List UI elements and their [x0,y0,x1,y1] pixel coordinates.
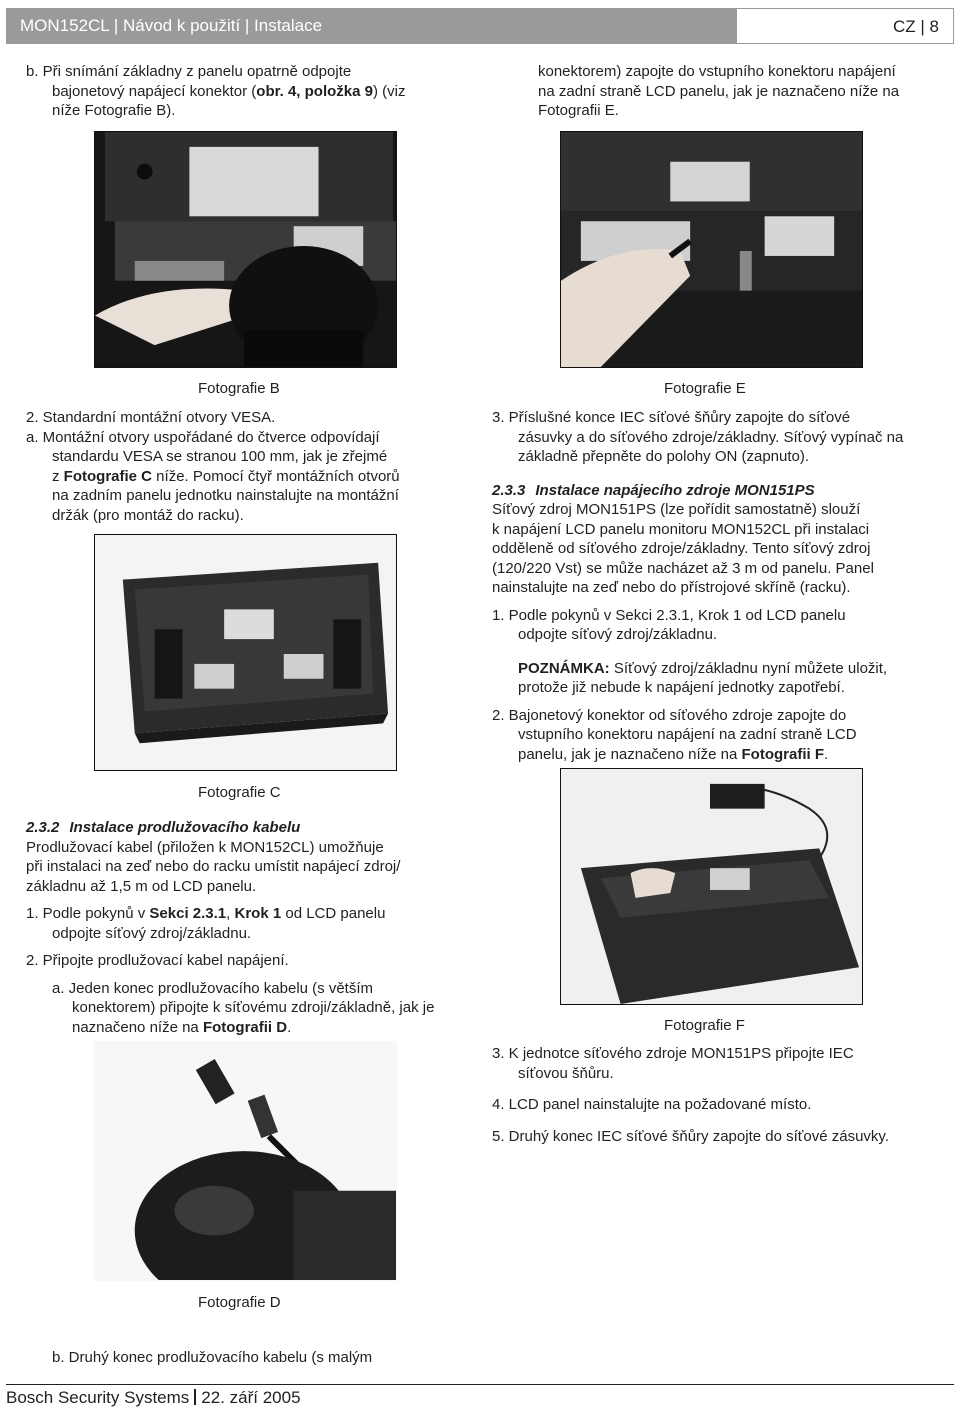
right-middle-block [492,408,952,764]
text-line: 1. Podle pokynů v Sekci 2.3.1, Krok 1 od LCD panelu [492,606,846,624]
text-line: při instalaci na zeď nebo do racku umístit napájecí zdroj/ [26,858,401,875]
text-line: k napájení LCD panelu monitoru MON152CL při instalaci [492,520,870,538]
text-span: 1. Podle pokynů v [26,905,150,922]
section-heading [26,818,471,838]
text-line: zásuvky a do síťového zdroje/základny. Síťový vypínač na [518,428,904,446]
text-line [492,745,952,765]
text-bold: obr. 4, položka 9 [256,82,373,100]
text-line: a. Montážní otvory uspořádané do čtverce odpovídají [26,428,380,446]
note-line [492,659,952,679]
section-number: 2.3.2 [26,819,60,836]
text-line: 2. Připojte prodlužovací kabel napájení. [26,952,289,969]
text-bold: Sekci 2.3.1 [149,905,227,922]
text-line: (120/220 Vst) se může nacházet až 3 m od panelu. Panel [492,559,874,577]
text-bold: Fotografie C [63,467,153,485]
text-line: 5. Druhý konec IEC síťové šňůry zapojte do síťové zásuvky. [492,1127,889,1145]
text-line: Fotografii E. [538,102,619,119]
text-line: standardu VESA se stranou 100 mm, jak je zřejmé [52,448,388,465]
text-line: konektorem) připojte k síťovému zdroji/základně, jak je [72,999,435,1016]
spacer [26,896,471,904]
page-footer [6,1384,954,1408]
text-line: a. Jeden konec prodlužovacího kabelu (s větším [52,979,374,997]
caption-photo-e: Fotografie E [664,380,746,397]
step-2b-text: b. Druhý konec prodlužovacího kabelu (s malým [52,1349,373,1366]
header-page-box [736,8,954,44]
photo-c [94,534,397,771]
text-line: základnu až 1,5 m od LCD panelu. [26,877,257,895]
section-title: Instalace prodlužovacího kabelu [69,819,301,836]
text-line: 2. Bajonetový konektor od síťového zdroje zapojte do [492,706,847,724]
step-b-paragraph [26,62,466,121]
text-span: od LCD panelu [281,905,386,922]
photo-d [94,1041,397,1281]
text-line: základně přepněte do polohy ON (zapnuto). [518,448,810,465]
text-line: 3. Příslušné konce IEC síťové šňůry zapojte do síťové [492,409,851,426]
text-bold: Fotografii F [741,745,824,763]
text-line: odpojte síťový zdroj/základnu. [518,626,718,643]
step-2-paragraph [26,408,471,525]
text-line: odděleně od síťového zdroje/základny. Tento síťový zdroj [492,540,871,557]
text-span: ) (viz [373,82,406,100]
section-title: Instalace napájecího zdroje MON151PS [535,481,815,499]
spacer [492,598,952,606]
spacer [492,1083,952,1095]
text-line [26,1018,471,1038]
text-line: b. Při snímání základny z panelu opatrně odpojte [26,63,352,80]
text-line: Síťový zdroj MON151PS (lze pořídit samostatně) slouží [492,501,861,518]
photo-b [94,131,397,368]
spacer [492,645,952,659]
text-bold: Krok 1 [234,905,282,922]
text-line: nainstalujte na zeď nebo do přístrojové skříně (racku). [492,579,851,596]
text-line: níže Fotografie B). [52,102,176,119]
text-line: konektorem) zapojte do vstupního konektoru napájení [538,63,896,80]
text-line: síťovou šňůru. [518,1064,614,1082]
text-line [26,904,471,924]
caption-photo-f: Fotografie F [664,1017,745,1034]
spacer [492,698,952,706]
text-line: Prodlužovací kabel (přiložen k MON152CL) umožňuje [26,838,384,856]
spacer [26,943,471,951]
right-bottom-block [492,1044,952,1146]
text-span: z [52,467,64,485]
footer-date: 22. září 2005 [201,1388,301,1407]
text-span: níže. Pomocí čtyř montážních otvorů [152,467,400,485]
text-span: , [226,905,235,922]
text-line: odpojte síťový zdroj/základnu. [52,924,252,942]
caption-photo-d: Fotografie D [198,1294,281,1311]
text-line: 4. LCD panel nainstalujte na požadované místo. [492,1096,812,1113]
text-line [26,82,466,102]
text-line: držák (pro montáž do racku). [52,506,244,524]
page-header [6,8,954,44]
footer-separator [194,1389,196,1405]
text-line: 3. K jednotce síťového zdroje MON151PS připojte IEC [492,1045,854,1062]
text-line: na zadním panelu jednotku nainstalujte na montážní [52,487,399,504]
footer-company: Bosch Security Systems [6,1388,190,1407]
text-span: bajonetový napájecí konektor ( [52,82,257,100]
photo-f [560,768,863,1005]
photo-e [560,131,863,368]
section-number: 2.3.3 [492,481,526,499]
text-span: . [824,745,829,763]
text-bold: Fotografii D [202,1018,288,1036]
text-line: na zadní straně LCD panelu, jak je naznačeno níže na [538,82,900,100]
spacer [492,1115,952,1127]
text-line: vstupního konektoru napájení na zadní straně LCD [518,726,857,743]
text-span: Síťový zdroj/základnu nyní můžete uložit, [609,659,888,677]
right-top-paragraph [538,62,948,121]
spacer [492,467,952,481]
spacer [26,971,471,979]
text-span: . [287,1018,292,1036]
text-line [26,467,471,487]
caption-photo-b: Fotografie B [198,380,280,397]
header-title: MON152CL | Návod k použití | Instalace [20,16,323,35]
caption-photo-c: Fotografie C [198,784,281,801]
page-number: CZ | 8 [893,17,939,36]
text-span: panelu, jak je naznačeno níže na [518,745,742,763]
text-span: naznačeno níže na [72,1018,203,1036]
section-heading [492,481,952,501]
text-line: 2. Standardní montážní otvory VESA. [26,409,276,426]
text-line: protože již nebude k napájení jednotky zapotřebí. [518,679,845,696]
section-2-3-2 [26,818,471,1037]
note-label: POZNÁMKA: [518,659,610,677]
